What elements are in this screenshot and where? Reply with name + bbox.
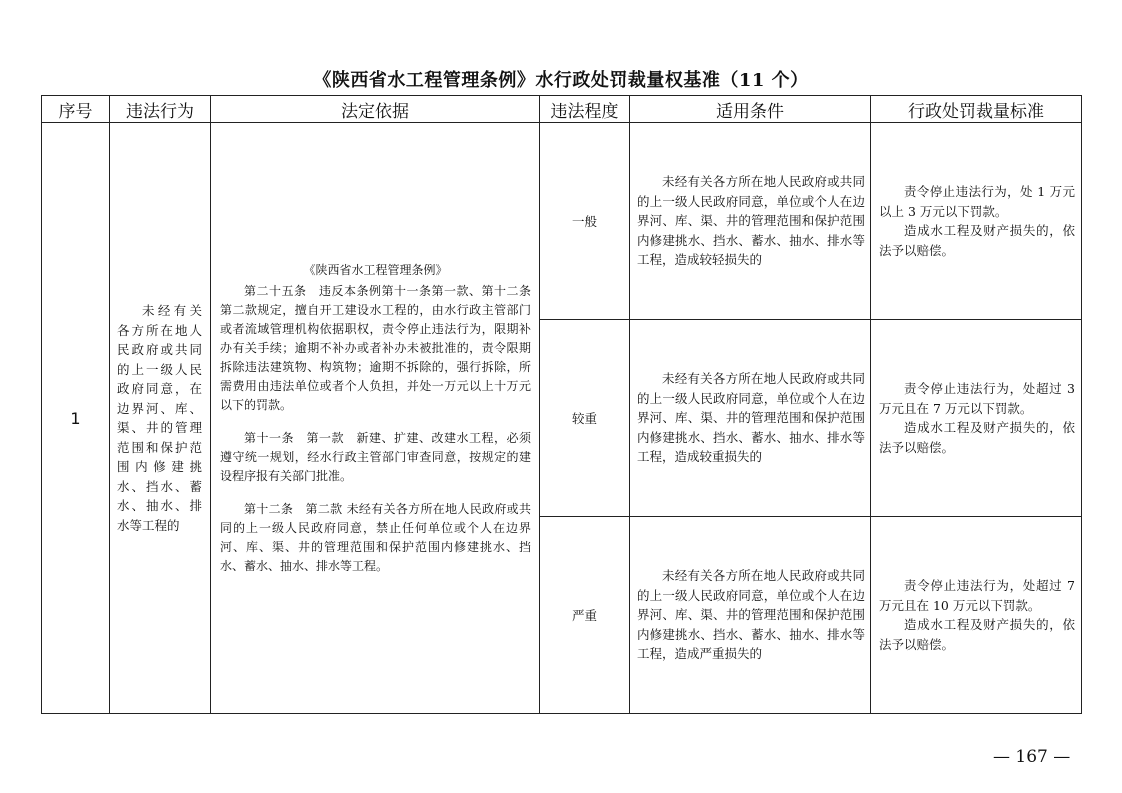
header-no: 序号 [42,96,110,123]
row-number: 1 [42,123,110,714]
header-action: 违法行为 [110,96,211,123]
condition-general-text: 未经有关各方所在地人民政府或共同的上一级人民政府同意，单位或个人在边界河、库、渠、井的管理范围和保护范围内修建挑水、挡水、蓄水、抽水、排水等工程，造成较轻损失的 [637,174,865,268]
standard-general [871,123,1082,320]
standard-general-penalty: 责令停止违法行为，处 1 万元以上 3 万元以下罚款。 [879,184,1075,219]
degree-general: 一般 [540,123,630,320]
legal-basis-article-12: 第十二条 第二款 未经有关各方所在地人民政府或共同的上一级人民政府同意，禁止任何单位或个人在边界河、库、渠、井的管理范围和保护范围内修建挑水、挡水、蓄水、抽水、排水等工程。 [220,501,531,573]
page-number: — 167 — [993,747,1071,767]
condition-general [630,123,871,320]
standard-severe [871,517,1082,714]
document-title: 《陕西省水工程管理条例》水行政处罚裁量权基准（11 个） [313,70,809,91]
header-condition: 适用条件 [630,96,871,123]
violation-cell [110,123,211,714]
standard-general-compensation: 造成水工程及财产损失的，依法予以赔偿。 [879,223,1075,258]
table-row [42,123,1082,320]
standard-serious [871,320,1082,517]
violation-text: 未经有关各方所在地人民政府或共同的上一级人民政府同意，在边界河、库、渠、井的管理范围和保护范围内修建挑水、挡水、蓄水、抽水、排水等工程的 [117,303,202,533]
standard-serious-penalty: 责令停止违法行为，处超过 3 万元且在 7 万元以下罚款。 [879,381,1075,416]
standard-severe-compensation: 造成水工程及财产损失的，依法予以赔偿。 [879,617,1075,652]
legal-basis-cell [211,123,540,714]
header-degree: 违法程度 [540,96,630,123]
header-standard: 行政处罚裁量标准 [871,96,1082,123]
condition-severe [630,517,871,714]
legal-basis-article-11: 第十一条 第一款 新建、扩建、改建水工程，必须遵守统一规划，经水行政主管部门审查同意，按规定的建设程序报有关部门批准。 [220,430,531,483]
condition-serious-text: 未经有关各方所在地人民政府或共同的上一级人民政府同意，单位或个人在边界河、库、渠、井的管理范围和保护范围内修建挑水、挡水、蓄水、抽水、排水等工程，造成较重损失的 [637,371,865,465]
standard-serious-compensation: 造成水工程及财产损失的，依法予以赔偿。 [879,420,1075,455]
legal-basis-title: 《陕西省水工程管理条例》 [303,262,448,277]
condition-severe-text: 未经有关各方所在地人民政府或共同的上一级人民政府同意，单位或个人在边界河、库、渠、井的管理范围和保护范围内修建挑水、挡水、蓄水、抽水、排水等工程，造成严重损失的 [637,568,865,662]
standard-severe-penalty: 责令停止违法行为，处超过 7 万元且在 10 万元以下罚款。 [879,578,1075,613]
degree-severe: 严重 [540,517,630,714]
degree-serious: 较重 [540,320,630,517]
header-basis: 法定依据 [211,96,540,123]
penalty-standard-table [41,95,1082,714]
condition-serious [630,320,871,517]
legal-basis-article-25: 第二十五条 违反本条例第十一条第一款、第十二条第二款规定，擅自开工建设水工程的，由水行政主管部门或者流域管理机构依据职权，责令停止违法行为，限期补办有关手续；逾期不补办或者补办未被批准的，责令限期拆除违法建筑物、构筑物；逾期不拆除的，强行拆除，所需费用由违法单位或者个人负担，并处一万元以上十万元以下的罚款。 [220,283,531,412]
table-header-row [42,96,1082,123]
